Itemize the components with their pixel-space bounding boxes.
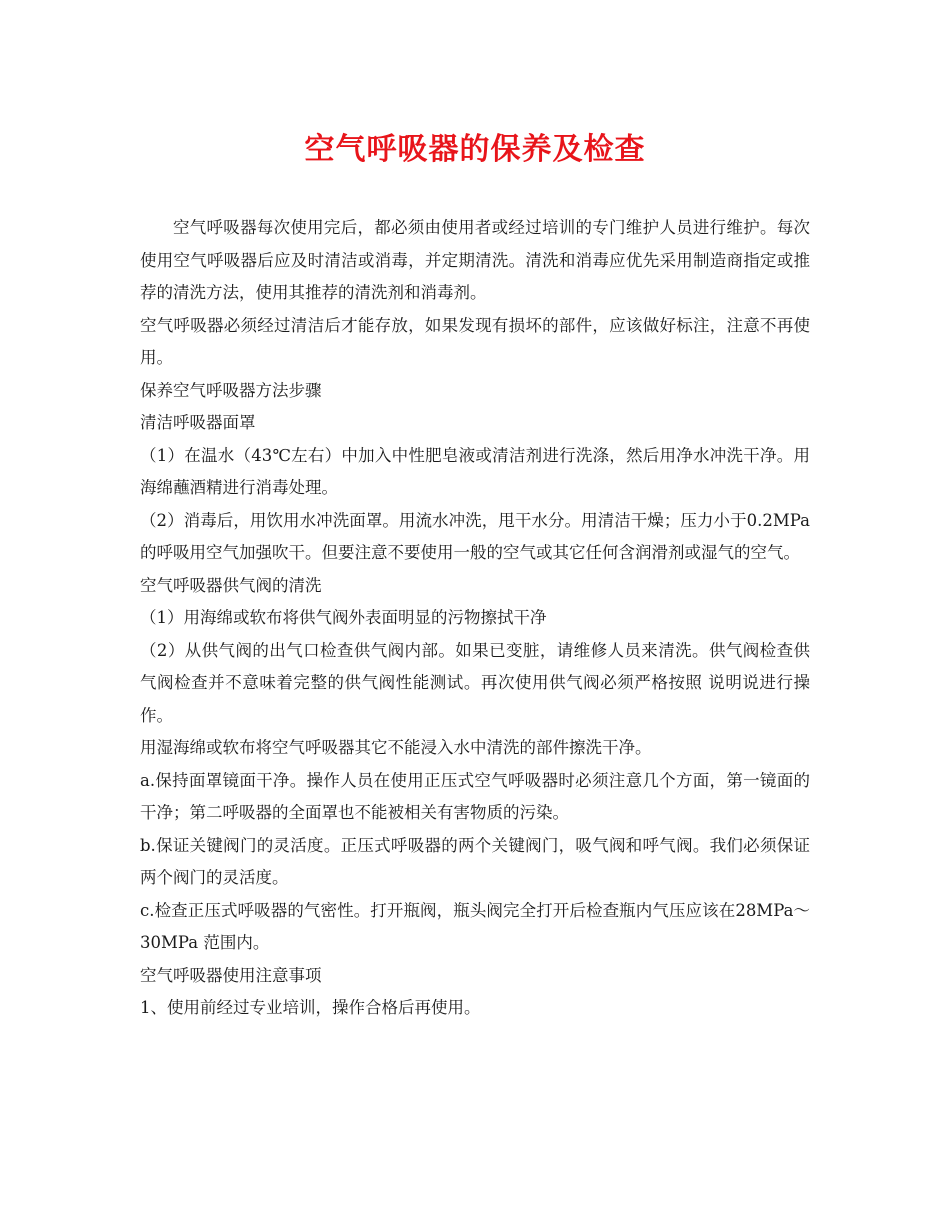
list-item-mask-1: （1）在温水（43℃左右）中加入中性肥皂液或清洁剂进行洗涤，然后用净水冲洗干净。用海绵蘸酒精进行消毒处理。 (140, 445, 810, 497)
list-item-c: c.检查正压式呼吸器的气密性。打开瓶阀，瓶头阀完全打开后检查瓶内气压应该在28MPa～30MPa 范围内。 (140, 900, 810, 952)
section-heading-mask-cleaning: 清洁呼吸器面罩 (140, 413, 256, 432)
paragraph-intro: 空气呼吸器每次使用完后，都必须由使用者或经过培训的专门维护人员进行维护。每次使用空气呼吸器后应及时清洁或消毒，并定期清洗。清洗和消毒应优先采用制造商指定或推荐的清洗方法，使用其推荐的清洗剂和消毒剂。 (140, 218, 810, 302)
section-heading-valve-cleaning: 空气呼吸器供气阀的清洗 (140, 575, 322, 595)
paragraph-storage: 空气呼吸器必须经过清洁后才能存放，如果发现有损坏的部件，应该做好标注，注意不再使用。 (140, 315, 810, 367)
page-title: 空气呼吸器的保养及检查 (304, 132, 646, 167)
list-item-usage-1: 1、使用前经过专业培训，操作合格后再使用。 (140, 998, 481, 1017)
list-item-valve-2: （2）从供气阀的出气口检查供气阀内部。如果已变脏，请维修人员来清洗。供气阀检查供气阀检查并不意味着完整的供气阀性能测试。再次使用供气阀必须严格按照 说明说进行操作。 (140, 640, 810, 725)
document-body (140, 212, 810, 1025)
list-item-mask-2: （2）消毒后，用饮用水冲洗面罩。用流水冲洗，甩干水分。用清洁干燥；压力小于0.2MPa 的呼吸用空气加强吹干。但要注意不要使用一般的空气或其它任何含润滑剂或湿气的空气。 (140, 510, 810, 562)
section-heading-usage-notes: 空气呼吸器使用注意事项 (140, 965, 322, 985)
list-item-valve-1: （1）用海绵或软布将供气阀外表面明显的污物擦拭干净 (140, 608, 547, 627)
section-heading-maintenance-steps: 保养空气呼吸器方法步骤 (140, 380, 322, 400)
paragraph-other-parts: 用湿海绵或软布将空气呼吸器其它不能浸入水中清洗的部件擦洗干净。 (140, 738, 652, 757)
list-item-a: a.保持面罩镜面干净。操作人员在使用正压式空气呼吸器时必须注意几个方面，第一镜面的干净；第二呼吸器的全面罩也不能被相关有害物质的污染。 (140, 770, 810, 822)
list-item-b: b.保证关键阀门的灵活度。正压式呼吸器的两个关键阀门，吸气阀和呼气阀。我们必须保证两个阀门的灵活度。 (140, 835, 810, 887)
